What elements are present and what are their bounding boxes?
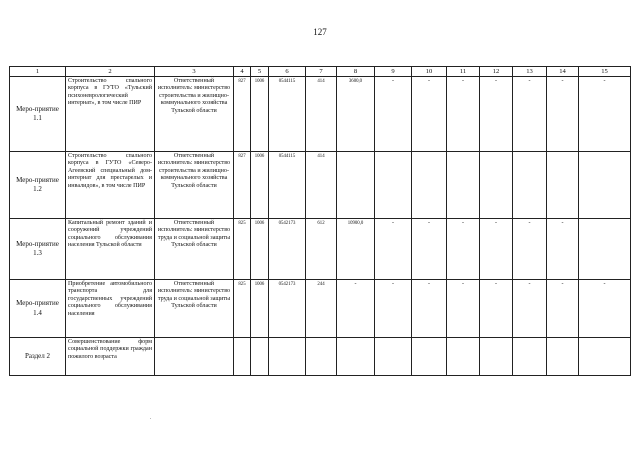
funding-value	[480, 152, 513, 219]
funding-value	[375, 152, 412, 219]
budget-code	[306, 338, 337, 376]
funding-value	[375, 338, 412, 376]
funding-value: -	[375, 219, 412, 280]
funding-value: -	[547, 219, 579, 280]
funding-value: -	[447, 77, 480, 152]
budget-code	[269, 338, 306, 376]
column-header: 10	[412, 67, 447, 77]
budget-code: 0544115	[269, 77, 306, 152]
funding-value: -	[480, 219, 513, 280]
funding-value: -	[447, 280, 480, 338]
responsible-executor: Ответственный исполнитель: министерство труда и социальной защиты Тульской области	[155, 280, 234, 338]
funding-value: -	[480, 280, 513, 338]
budget-code: 1006	[251, 219, 269, 280]
measure-id: Меро-приятие 1.4	[10, 280, 66, 338]
funding-value: -	[513, 280, 547, 338]
column-header: 2	[66, 67, 155, 77]
table-row	[10, 280, 631, 338]
column-header: 1	[10, 67, 66, 77]
responsible-executor: Ответственный исполнитель: министерство строительства и жилищно-коммунального хозяйства Тульской области	[155, 77, 234, 152]
column-header: 8	[337, 67, 375, 77]
section-name: Совершенствование форм социальной поддержки граждан пожилого возраста	[66, 338, 155, 376]
column-header: 12	[480, 67, 513, 77]
funding-value	[579, 219, 631, 280]
funding-value	[447, 152, 480, 219]
program-table	[9, 66, 631, 376]
funding-value: -	[480, 77, 513, 152]
table-row	[10, 77, 631, 152]
funding-value	[337, 152, 375, 219]
budget-code: 0542173	[269, 219, 306, 280]
funding-value	[412, 338, 447, 376]
funding-value: -	[412, 77, 447, 152]
column-header: 6	[269, 67, 306, 77]
funding-value	[547, 338, 579, 376]
funding-value: -	[513, 219, 547, 280]
funding-value	[480, 338, 513, 376]
funding-value: -	[375, 280, 412, 338]
budget-code: 1006	[251, 77, 269, 152]
table-row	[10, 219, 631, 280]
scan-speck	[150, 418, 151, 419]
funding-value: -	[412, 280, 447, 338]
measure-name: Строительство спального корпуса в ГУТО «Тульский психоневрологический интернат», в том числе ПИР	[66, 77, 155, 152]
measure-name: Строительство спального корпуса в ГУТО «Северо-Агеевский специальный дом-интернат для престарелых и инвалидов», в том числе ПИР	[66, 152, 155, 219]
column-number-row	[10, 67, 631, 77]
funding-value: -	[547, 280, 579, 338]
table-row	[10, 152, 631, 219]
page-number: 127	[313, 27, 327, 37]
funding-value	[412, 152, 447, 219]
budget-code: 825	[234, 280, 251, 338]
funding-value: 10900,0	[337, 219, 375, 280]
column-header: 14	[547, 67, 579, 77]
budget-code: 825	[234, 219, 251, 280]
column-header: 13	[513, 67, 547, 77]
table-row	[10, 338, 631, 376]
measure-id: Меро-приятие 1.1	[10, 77, 66, 152]
funding-value	[579, 338, 631, 376]
funding-value: 3600,0	[337, 77, 375, 152]
funding-value: -	[412, 219, 447, 280]
funding-value	[579, 152, 631, 219]
funding-value: -	[447, 219, 480, 280]
budget-code: 0542173	[269, 280, 306, 338]
funding-value: -	[547, 77, 579, 152]
budget-code: 414	[306, 152, 337, 219]
budget-code	[251, 338, 269, 376]
responsible-executor	[155, 338, 234, 376]
responsible-executor: Ответственный исполнитель: министерство труда и социальной защиты Тульской области	[155, 219, 234, 280]
funding-value: -	[375, 77, 412, 152]
column-header: 15	[579, 67, 631, 77]
measure-id: Меро-приятие 1.3	[10, 219, 66, 280]
budget-code: 827	[234, 152, 251, 219]
budget-code	[234, 338, 251, 376]
funding-value: -	[579, 280, 631, 338]
column-header: 9	[375, 67, 412, 77]
budget-code: 1006	[251, 280, 269, 338]
measure-name: Капитальный ремонт зданий и сооружений учреждений социального обслуживания населения Тульской области	[66, 219, 155, 280]
responsible-executor: Ответственный исполнитель: министерство строительства и жилищно-коммунального хозяйства Тульской области	[155, 152, 234, 219]
column-header: 11	[447, 67, 480, 77]
budget-code: 0544115	[269, 152, 306, 219]
budget-code: 414	[306, 77, 337, 152]
funding-value	[513, 338, 547, 376]
column-header: 4	[234, 67, 251, 77]
budget-code: 1006	[251, 152, 269, 219]
funding-value: -	[337, 280, 375, 338]
column-header: 7	[306, 67, 337, 77]
funding-value	[337, 338, 375, 376]
section-id: Раздел 2	[10, 338, 66, 376]
budget-code: 612	[306, 219, 337, 280]
budget-code: 244	[306, 280, 337, 338]
funding-value: -	[579, 77, 631, 152]
column-header: 3	[155, 67, 234, 77]
column-header: 5	[251, 67, 269, 77]
measure-id: Меро-приятие 1.2	[10, 152, 66, 219]
budget-code: 827	[234, 77, 251, 152]
funding-value	[513, 152, 547, 219]
funding-value	[447, 338, 480, 376]
measure-name: Приобретение автомобильного транспорта для государственных учреждений социального обслуживания населения	[66, 280, 155, 338]
funding-value	[547, 152, 579, 219]
funding-value: -	[513, 77, 547, 152]
